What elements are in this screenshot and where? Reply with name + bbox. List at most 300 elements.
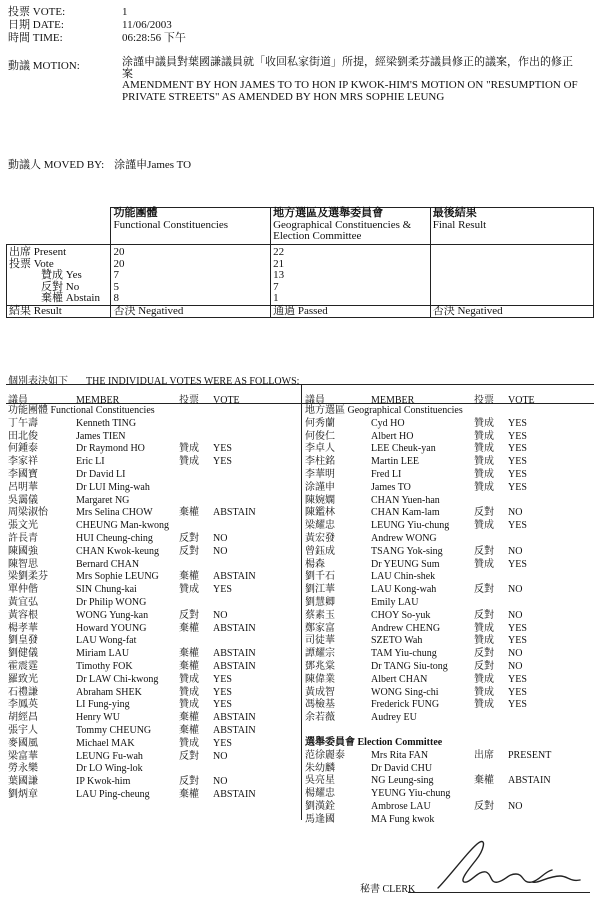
member-name-en: Eric LI bbox=[76, 456, 105, 468]
vote-zh: 贊成 bbox=[474, 686, 494, 698]
member-name-en: Kenneth TING bbox=[76, 417, 137, 429]
member-name-zh: 陳婉嫻 bbox=[305, 494, 335, 506]
vote-en: NO bbox=[213, 532, 228, 544]
gc-member-row bbox=[305, 533, 568, 546]
vote-zh: 贊成 bbox=[474, 699, 494, 711]
vote-zh: 反對 bbox=[474, 609, 494, 621]
fc-member-row bbox=[8, 533, 273, 546]
results-header-row bbox=[7, 208, 594, 245]
gc-member-row bbox=[305, 699, 568, 712]
member-name-zh: 田北俊 bbox=[8, 430, 38, 442]
vote-en: NO bbox=[213, 609, 228, 621]
member-name-en: James TIEN bbox=[76, 430, 126, 442]
member-name-zh: 李國寶 bbox=[8, 468, 38, 480]
member-name-en: CHEUNG Man-kwong bbox=[76, 520, 170, 532]
member-name-zh: 楊耀忠 bbox=[305, 788, 335, 800]
member-name-zh: 陳鑑林 bbox=[305, 507, 335, 519]
vote-en: NO bbox=[213, 776, 228, 788]
fc-member-row bbox=[8, 559, 273, 572]
vote-zh: 贊成 bbox=[474, 558, 494, 570]
member-name-zh: 司徒華 bbox=[305, 635, 335, 647]
member-name-en: LEUNG Fu-wah bbox=[76, 750, 143, 762]
date-label: 日期 DATE: bbox=[8, 19, 64, 31]
divider-top bbox=[6, 384, 594, 385]
member-name-en: IP Kwok-him bbox=[76, 776, 131, 788]
gc-member-row bbox=[305, 482, 568, 495]
member-name-zh: 朱幼麟 bbox=[305, 762, 335, 774]
vote-zh: 贊成 bbox=[474, 468, 494, 480]
vote-zh: 贊成 bbox=[179, 699, 199, 711]
vote-en: YES bbox=[213, 737, 232, 749]
vote-en: YES bbox=[508, 520, 527, 532]
vote-zh: 反對 bbox=[179, 532, 199, 544]
vote-zh: 贊成 bbox=[474, 520, 494, 532]
vote-zh: 棄權 bbox=[179, 571, 199, 583]
vote-zh: 棄權 bbox=[474, 775, 494, 787]
vote-zh: 贊成 bbox=[474, 481, 494, 493]
member-name-en: Howard YOUNG bbox=[76, 622, 147, 634]
vote-en: ABSTAIN bbox=[213, 712, 256, 724]
vote-en: YES bbox=[508, 417, 527, 429]
fc-member-row bbox=[8, 456, 273, 469]
fc-member-row bbox=[8, 469, 273, 482]
member-name-en: CHAN Kwok-keung bbox=[76, 545, 160, 557]
member-name-zh: 余若薇 bbox=[305, 712, 335, 724]
member-name-en: Tommy CHEUNG bbox=[76, 724, 152, 736]
vote-en: PRESENT bbox=[508, 749, 552, 761]
fc-member-row bbox=[8, 776, 273, 789]
member-name-zh: 劉炳章 bbox=[8, 788, 38, 800]
member-name-en: LEUNG Yiu-chung bbox=[371, 520, 450, 532]
member-name-zh: 何鍾泰 bbox=[8, 443, 38, 455]
ec-member-row bbox=[305, 750, 568, 763]
time-label: 時間 TIME: bbox=[8, 32, 63, 44]
fc-member-row bbox=[8, 763, 273, 776]
member-name-en: Mrs Sophie LEUNG bbox=[76, 571, 159, 583]
member-name-en: Martin LEE bbox=[371, 456, 420, 468]
ec-member-row bbox=[305, 775, 568, 788]
member-name-en: Dr David CHU bbox=[371, 762, 433, 774]
member-name-en: Bernard CHAN bbox=[76, 558, 140, 570]
clerk-label: 秘書 CLERK bbox=[360, 884, 416, 895]
vote-zh: 贊成 bbox=[179, 584, 199, 596]
member-name-zh: 劉江華 bbox=[305, 584, 335, 596]
gc-member-row bbox=[305, 687, 568, 700]
vote-zh: 贊成 bbox=[474, 622, 494, 634]
gc-member-row bbox=[305, 674, 568, 687]
vote-zh: 贊成 bbox=[179, 443, 199, 455]
vote-zh: 反對 bbox=[474, 800, 494, 812]
vote-zh: 贊成 bbox=[179, 673, 199, 685]
vote-zh: 出席 bbox=[474, 749, 494, 761]
member-name-en: Dr LUI Ming-wah bbox=[76, 481, 150, 493]
moved-by-label: 動議人 MOVED BY: bbox=[8, 159, 105, 171]
member-name-en: Audrey EU bbox=[371, 712, 417, 724]
member-name-en: SZETO Wah bbox=[371, 635, 423, 647]
col-fc-header: 功能團體 Functional Constituencies bbox=[111, 208, 271, 245]
member-name-zh: 李卓人 bbox=[305, 443, 335, 455]
col-gc-header: 地方選區及選舉委員會 Geographical Constituencies & Election Committee bbox=[271, 208, 431, 245]
member-name-en: NG Leung-sing bbox=[371, 775, 434, 787]
member-name-zh: 麥國風 bbox=[8, 737, 38, 749]
vote-zh: 贊成 bbox=[474, 635, 494, 647]
vote-en: YES bbox=[508, 686, 527, 698]
member-name-en: SIN Chung-kai bbox=[76, 584, 137, 596]
vote-zh: 棄權 bbox=[179, 660, 199, 672]
member-name-en: Albert CHAN bbox=[371, 673, 428, 685]
member-name-en: TAM Yiu-chung bbox=[371, 648, 437, 660]
member-name-en: Henry WU bbox=[76, 712, 120, 724]
vote-zh: 反對 bbox=[474, 507, 494, 519]
gc-vote-list bbox=[305, 418, 568, 725]
fc-member-row bbox=[8, 495, 273, 508]
member-name-en: WONG Yung-kan bbox=[76, 609, 149, 621]
gc-member-row bbox=[305, 610, 568, 623]
member-name-zh: 鄧兆棠 bbox=[305, 660, 335, 672]
member-name-en: Dr YEUNG Sum bbox=[371, 558, 440, 570]
fc-member-row bbox=[8, 597, 273, 610]
member-name-zh: 梁富華 bbox=[8, 750, 38, 762]
vote-zh: 贊成 bbox=[474, 456, 494, 468]
gc-member-row bbox=[305, 443, 568, 456]
gc-member-row bbox=[305, 507, 568, 520]
member-name-zh: 張宇人 bbox=[8, 724, 38, 736]
member-name-zh: 何秀蘭 bbox=[305, 417, 335, 429]
member-name-en: HUI Cheung-ching bbox=[76, 532, 153, 544]
vote-zh: 贊成 bbox=[179, 456, 199, 468]
member-name-en: CHAN Kam-lam bbox=[371, 507, 440, 519]
date-value: 11/06/2003 bbox=[122, 19, 172, 31]
time-value: 06:28:56 下午 bbox=[122, 32, 186, 44]
vote-en: YES bbox=[508, 622, 527, 634]
member-name-zh: 張文光 bbox=[8, 520, 38, 532]
member-name-en: LAU Wong-fat bbox=[76, 635, 137, 647]
motion-text-en: AMENDMENT BY HON JAMES TO TO HON IP KWOK-HIM'S MOTION ON "RESUMPTION OF PRIVATE STREETS" AS AMENDED BY HON MRS SOPHIE LEUNG bbox=[122, 79, 578, 103]
member-name-zh: 許長青 bbox=[8, 532, 38, 544]
member-name-en: Dr Philip WONG bbox=[76, 596, 147, 608]
vote-zh: 棄權 bbox=[179, 712, 199, 724]
vote-en: NO bbox=[508, 545, 523, 557]
vote-time bbox=[8, 32, 186, 44]
divider-vertical bbox=[301, 384, 302, 820]
member-name-zh: 楊孝華 bbox=[8, 622, 38, 634]
motion-text-zh: 涂謹申議員對葉國謙議員就「收回私家街道」所提，經梁劉柔芬議員修正的議案，作出的修正案 bbox=[122, 56, 573, 80]
ec-member-row bbox=[305, 801, 568, 814]
member-name-en: Timothy FOK bbox=[76, 660, 133, 672]
vote-en: YES bbox=[508, 481, 527, 493]
vote-en: YES bbox=[508, 699, 527, 711]
member-name-zh: 鄭家富 bbox=[305, 622, 335, 634]
member-name-en: Mrs Rita FAN bbox=[371, 749, 429, 761]
member-name-en: Michael MAK bbox=[76, 737, 135, 749]
fc-member-row bbox=[8, 571, 273, 584]
member-name-zh: 羅致光 bbox=[8, 673, 38, 685]
vote-en: ABSTAIN bbox=[213, 724, 256, 736]
fc-section-title: 功能團體 Functional Constituencies bbox=[8, 405, 155, 416]
vote-en: NO bbox=[508, 648, 523, 660]
member-name-en: Albert HO bbox=[371, 430, 414, 442]
vote-en: YES bbox=[213, 456, 232, 468]
member-name-zh: 劉漢銓 bbox=[305, 800, 335, 812]
member-name-zh: 陳智思 bbox=[8, 558, 38, 570]
vote-zh: 反對 bbox=[474, 660, 494, 672]
fc-member-row bbox=[8, 751, 273, 764]
member-name-zh: 吳亮星 bbox=[305, 775, 335, 787]
vote-zh: 棄權 bbox=[179, 788, 199, 800]
member-name-zh: 黃宜弘 bbox=[8, 596, 38, 608]
vote-en: YES bbox=[508, 673, 527, 685]
member-name-en: Margaret NG bbox=[76, 494, 130, 506]
vote-en: YES bbox=[213, 686, 232, 698]
member-name-en: James TO bbox=[371, 481, 411, 493]
results-final: 否決 Negatived bbox=[430, 245, 593, 318]
member-name-zh: 梁耀忠 bbox=[305, 520, 335, 532]
member-name-en: Fred LI bbox=[371, 468, 402, 480]
ec-member-row bbox=[305, 763, 568, 776]
fc-member-row bbox=[8, 623, 273, 636]
member-name-zh: 劉千石 bbox=[305, 571, 335, 583]
member-name-zh: 曾鈺成 bbox=[305, 545, 335, 557]
gc-member-row bbox=[305, 635, 568, 648]
gc-member-row bbox=[305, 520, 568, 533]
left-col-headers: 議員 MEMBER 投票 VOTE bbox=[8, 395, 240, 406]
vote-zh: 贊成 bbox=[474, 443, 494, 455]
member-name-zh: 馬逢國 bbox=[305, 813, 335, 825]
vote-zh: 棄權 bbox=[179, 648, 199, 660]
fc-member-row bbox=[8, 648, 273, 661]
vote-en: ABSTAIN bbox=[213, 622, 256, 634]
member-name-en: Andrew CHENG bbox=[371, 622, 441, 634]
fc-member-row bbox=[8, 712, 273, 725]
member-name-zh: 李華明 bbox=[305, 468, 335, 480]
member-name-en: CHAN Yuen-han bbox=[371, 494, 440, 506]
vote-en: YES bbox=[213, 673, 232, 685]
vote-en: YES bbox=[213, 584, 232, 596]
vote-zh: 贊成 bbox=[474, 417, 494, 429]
vote-zh: 贊成 bbox=[474, 673, 494, 685]
vote-en: NO bbox=[508, 507, 523, 519]
vote-label: 投票 VOTE: bbox=[8, 6, 66, 18]
member-name-en: Cyd HO bbox=[371, 417, 405, 429]
fc-member-row bbox=[8, 546, 273, 559]
clerk-signature bbox=[420, 836, 590, 896]
member-name-zh: 周梁淑怡 bbox=[8, 507, 48, 519]
vote-zh: 贊成 bbox=[474, 430, 494, 442]
member-name-en: MA Fung kwok bbox=[371, 813, 435, 825]
fc-member-row bbox=[8, 661, 273, 674]
vote-en: YES bbox=[213, 699, 232, 711]
member-name-zh: 范徐麗泰 bbox=[305, 749, 345, 761]
vote-en: ABSTAIN bbox=[213, 507, 256, 519]
member-name-zh: 丁午壽 bbox=[8, 417, 38, 429]
vote-en: YES bbox=[508, 558, 527, 570]
member-name-zh: 劉皇發 bbox=[8, 635, 38, 647]
member-name-zh: 梁劉柔芬 bbox=[8, 571, 48, 583]
gc-member-row bbox=[305, 661, 568, 674]
individual-votes-label: 個別表決如下 THE INDIVIDUAL VOTES WERE AS FOLLOWS: bbox=[8, 376, 300, 387]
vote-zh: 反對 bbox=[179, 750, 199, 762]
fc-member-row bbox=[8, 635, 273, 648]
vote-zh: 反對 bbox=[474, 545, 494, 557]
member-name-en: WONG Sing-chi bbox=[371, 686, 439, 698]
member-name-en: Miriam LAU bbox=[76, 648, 130, 660]
vote-en: NO bbox=[213, 545, 228, 557]
gc-member-row bbox=[305, 623, 568, 636]
member-name-zh: 單仲偕 bbox=[8, 584, 38, 596]
moved-by bbox=[8, 156, 191, 172]
member-name-en: Andrew WONG bbox=[371, 532, 437, 544]
gc-member-row bbox=[305, 571, 568, 584]
fc-votes bbox=[8, 405, 273, 802]
fc-member-row bbox=[8, 482, 273, 495]
results-labels: 出席 Present 投票 Vote 贊成 Yes 反對 No 棄權 Abstain 結果 Result bbox=[7, 245, 111, 318]
member-name-zh: 劉慧卿 bbox=[305, 596, 335, 608]
member-name-en: CHOY So-yuk bbox=[371, 609, 431, 621]
member-name-zh: 黃宏發 bbox=[305, 532, 335, 544]
fc-member-row bbox=[8, 725, 273, 738]
vote-zh: 反對 bbox=[179, 545, 199, 557]
member-name-en: TSANG Yok-sing bbox=[371, 545, 443, 557]
member-name-en: LEE Cheuk-yan bbox=[371, 443, 436, 455]
vote-zh: 反對 bbox=[474, 584, 494, 596]
member-name-zh: 馮檢基 bbox=[305, 699, 335, 711]
vote-zh: 棄權 bbox=[179, 622, 199, 634]
member-name-zh: 李柱銘 bbox=[305, 456, 335, 468]
vote-en: YES bbox=[213, 443, 232, 455]
vote-en: YES bbox=[508, 468, 527, 480]
col-final-header: 最後結果 Final Result bbox=[430, 208, 593, 245]
member-name-zh: 呂明華 bbox=[8, 481, 38, 493]
gc-member-row bbox=[305, 546, 568, 559]
vote-en: NO bbox=[508, 584, 523, 596]
member-name-zh: 霍震霆 bbox=[8, 660, 38, 672]
vote-zh: 棄權 bbox=[179, 507, 199, 519]
member-name-en: Dr LAW Chi-kwong bbox=[76, 673, 159, 685]
gc-member-row bbox=[305, 456, 568, 469]
gc-member-row bbox=[305, 584, 568, 597]
member-name-zh: 胡經昌 bbox=[8, 712, 38, 724]
fc-member-row bbox=[8, 610, 273, 623]
member-name-en: Ambrose LAU bbox=[371, 800, 431, 812]
vote-en: ABSTAIN bbox=[213, 648, 256, 660]
vote-zh: 贊成 bbox=[179, 686, 199, 698]
vote-zh: 贊成 bbox=[179, 737, 199, 749]
member-name-zh: 葉國謙 bbox=[8, 776, 38, 788]
vote-en: YES bbox=[508, 443, 527, 455]
member-name-zh: 劉健儀 bbox=[8, 648, 38, 660]
fc-member-row bbox=[8, 699, 273, 712]
vote-number bbox=[8, 6, 128, 18]
ec-section-title: 選舉委員會 Election Committee bbox=[305, 736, 443, 748]
fc-member-row bbox=[8, 418, 273, 431]
vote-zh: 反對 bbox=[179, 776, 199, 788]
gc-member-row bbox=[305, 495, 568, 508]
vote-value: 1 bbox=[122, 6, 128, 18]
ec-vote-list bbox=[305, 750, 568, 827]
results-body bbox=[7, 245, 594, 318]
member-name-en: LI Fung-ying bbox=[76, 699, 130, 711]
member-name-en: Mrs Selina CHOW bbox=[76, 507, 153, 519]
gc-member-row bbox=[305, 712, 568, 725]
member-name-zh: 李鳳英 bbox=[8, 699, 38, 711]
member-name-zh: 黃容根 bbox=[8, 609, 38, 621]
member-name-en: YEUNG Yiu-chung bbox=[371, 788, 451, 800]
vote-en: YES bbox=[508, 456, 527, 468]
vote-en: YES bbox=[508, 635, 527, 647]
fc-member-row bbox=[8, 789, 273, 802]
member-name-zh: 何俊仁 bbox=[305, 430, 335, 442]
gc-member-row bbox=[305, 431, 568, 444]
vote-en: NO bbox=[213, 750, 228, 762]
member-name-zh: 黃成智 bbox=[305, 686, 335, 698]
vote-en: ABSTAIN bbox=[213, 660, 256, 672]
fc-member-row bbox=[8, 584, 273, 597]
member-name-zh: 楊森 bbox=[305, 558, 325, 570]
member-name-en: Dr TANG Siu-tong bbox=[371, 660, 448, 672]
right-col-headers: 議員 MEMBER 投票 VOTE bbox=[305, 395, 535, 406]
vote-date bbox=[8, 19, 172, 31]
ec-member-row bbox=[305, 788, 568, 801]
member-name-en: Abraham SHEK bbox=[76, 686, 142, 698]
gc-member-row bbox=[305, 418, 568, 431]
member-name-en: Emily LAU bbox=[371, 596, 419, 608]
gc-votes bbox=[305, 405, 568, 827]
member-name-en: LAU Chin-shek bbox=[371, 571, 436, 583]
gc-member-row bbox=[305, 559, 568, 572]
moved-by-value: 涂謹申James TO bbox=[114, 159, 192, 171]
fc-member-row bbox=[8, 674, 273, 687]
member-name-zh: 李家祥 bbox=[8, 456, 38, 468]
member-name-zh: 陳國強 bbox=[8, 545, 38, 557]
member-name-zh: 石禮謙 bbox=[8, 686, 38, 698]
member-name-zh: 吳靄儀 bbox=[8, 494, 38, 506]
fc-member-row bbox=[8, 431, 273, 444]
vote-zh: 反對 bbox=[474, 648, 494, 660]
fc-member-row bbox=[8, 443, 273, 456]
member-name-zh: 譚耀宗 bbox=[305, 648, 335, 660]
results-table bbox=[6, 207, 594, 318]
gc-member-row bbox=[305, 469, 568, 482]
vote-en: NO bbox=[508, 609, 523, 621]
member-name-en: Dr LO Wing-lok bbox=[76, 763, 143, 775]
vote-en: ABSTAIN bbox=[213, 788, 256, 800]
ec-member-row bbox=[305, 814, 568, 827]
fc-member-row bbox=[8, 687, 273, 700]
member-name-zh: 勞永樂 bbox=[8, 763, 38, 775]
motion-text bbox=[122, 57, 582, 103]
member-name-en: Dr David LI bbox=[76, 468, 126, 480]
vote-en: YES bbox=[508, 430, 527, 442]
member-name-zh: 涂謹申 bbox=[305, 481, 335, 493]
member-name-en: LAU Ping-cheung bbox=[76, 788, 150, 800]
gc-member-row bbox=[305, 648, 568, 661]
member-name-en: LAU Kong-wah bbox=[371, 584, 437, 596]
vote-en: NO bbox=[508, 800, 523, 812]
fc-vote-list bbox=[8, 418, 273, 802]
motion-label: 動議 MOTION: bbox=[8, 60, 80, 72]
member-name-zh: 陳偉業 bbox=[305, 673, 335, 685]
vote-zh: 棄權 bbox=[179, 724, 199, 736]
fc-member-row bbox=[8, 738, 273, 751]
vote-en: NO bbox=[508, 660, 523, 672]
gc-section-title: 地方選區 Geographical Constituencies bbox=[305, 405, 463, 416]
results-gc: 22 21 13 7 1 通過 Passed bbox=[271, 245, 431, 318]
results-fc: 20 20 7 5 8 否決 Negatived bbox=[111, 245, 271, 318]
fc-member-row bbox=[8, 520, 273, 533]
member-name-en: Dr Raymond HO bbox=[76, 443, 145, 455]
vote-zh: 反對 bbox=[179, 609, 199, 621]
vote-en: ABSTAIN bbox=[508, 775, 551, 787]
